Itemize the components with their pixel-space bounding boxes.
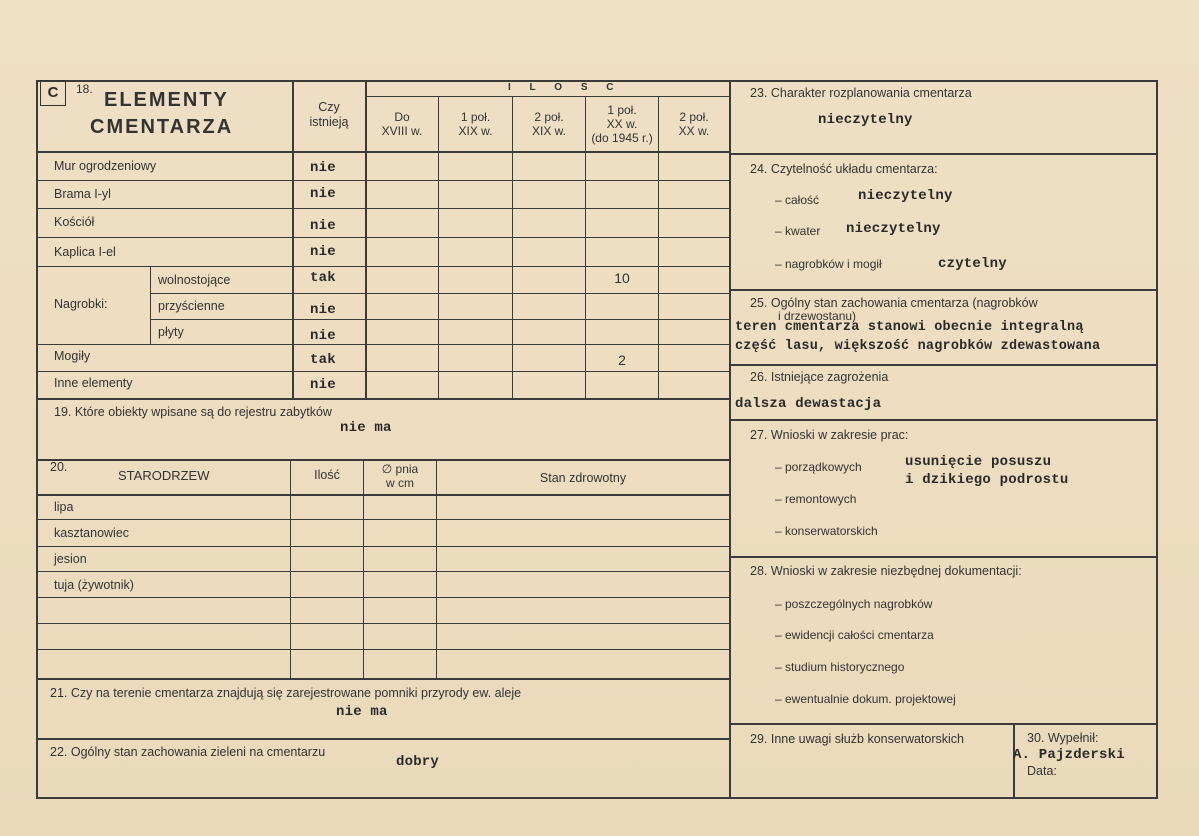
ilosc-drzew-header: Ilość [314,468,340,482]
section-25-line-2: część lasu, większość nagrobków zdewastowana [735,339,1101,354]
pnia-header: ∅ pnia w cm [381,462,419,490]
section-26-label: 26. Istniejące zagrożenia [750,370,889,384]
section-25-label-2: i drzewostanu) [778,309,857,323]
section-28-studium: – studium historycznego [775,660,905,674]
section-24-kwater-value: nieczytelny [846,221,941,237]
section-28-projektowej: – ewentualnie dokum. projektowej [775,692,956,706]
section-25-line-1: teren cmentarza stanowi obecnie integralną [735,320,1084,335]
czy-istnieja-header: Czy istnieją [309,100,349,129]
section-27-remontowych: – remontowych [775,492,857,506]
section-18-number: 18. [76,82,93,96]
section-23-label: 23. Charakter rozplanowania cmentarza [750,86,972,100]
section-19-value: nie ma [340,420,392,436]
row-label-przyscienne: przyścienne [158,299,225,313]
col-1-pol-xx: 1 poł. XX w. (do 1945 r.) [591,103,653,145]
tree-row-lipa: lipa [54,500,74,514]
section-21-label: 21. Czy na terenie cmentarza znajdują się zarejestrowane pomniki przyrody ew. aleje [50,686,522,700]
stan-zdrowotny-header: Stan zdrowotny [539,471,627,485]
value-mogily: tak [310,352,336,368]
row-label-mogily: Mogiły [54,349,91,363]
ilosc-header: I L O Ś C [508,82,622,93]
row-label-brama: Brama I-yl [54,187,111,201]
section-letter-box [40,80,66,106]
count-wolnostojace: 10 [614,270,630,286]
value-przyscienne: nie [310,302,336,318]
section-20-number: 20. [50,460,68,474]
title-line-1: ELEMENTY [104,89,229,111]
section-28-label: 28. Wnioski w zakresie niezbędnej dokumentacji: [750,564,1022,578]
value-kaplica: nie [310,244,336,260]
section-22-value: dobry [396,754,440,770]
section-21-value: nie ma [336,704,388,720]
row-label-kosciol: Kościół [54,215,95,229]
section-24-calosc-label: – całość [775,193,820,207]
section-24-nagrobkow-label: – nagrobków i mogił [775,257,882,271]
section-25-label-1: 25. Ogólny stan zachowania cmentarza (nagrobków [750,296,1038,310]
section-27-porzadkowych: – porządkowych [775,460,862,474]
section-27-label: 27. Wnioski w zakresie prac: [750,428,909,442]
section-23-value: nieczytelny [818,112,913,128]
row-label-nagrobki: Nagrobki: [54,297,108,311]
section-19-label: 19. Które obiekty wpisane są do rejestru zabytków [54,405,332,419]
section-24-nagrobkow-value: czytelny [938,256,1007,272]
section-24-calosc-value: nieczytelny [858,188,953,204]
value-wolnostojace: tak [310,270,336,286]
row-label-wolnostojace: wolnostojące [158,273,231,287]
title-line-2: CMENTARZA [90,116,234,138]
col-1-pol-xix: 1 poł. XIX w. [458,110,493,138]
section-22-label: 22. Ogólny stan zachowania zieleni na cmentarzu [50,745,326,759]
value-kosciol: nie [310,218,336,234]
section-28-ewidencji: – ewidencji całości cmentarza [775,628,934,642]
section-30-value: A. Pajzderski [1013,747,1125,763]
section-27-value-1: usunięcie posuszu [905,454,1052,470]
col-do-xviii: Do XVIII w. [381,110,423,138]
section-30-label: 30. Wypełnił: [1027,731,1099,745]
tree-row-jesion: jesion [54,552,87,566]
row-label-plyty: płyty [158,325,184,339]
col-2-pol-xx: 2 poł. XX w. [678,110,710,138]
value-brama: nie [310,186,336,202]
value-mur: nie [310,160,336,176]
value-plyty: nie [310,328,336,344]
section-27-konserwatorskich: – konserwatorskich [775,524,878,538]
row-label-kaplica: Kaplica I-el [54,245,116,259]
row-label-mur: Mur ogrodzeniowy [54,159,157,173]
section-29-label: 29. Inne uwagi służb konserwatorskich [750,732,965,746]
section-24-label: 24. Czytelność układu cmentarza: [750,162,938,176]
tree-row-tuja: tuja (żywotnik) [54,578,134,592]
section-24-kwater-label: – kwater [775,224,821,238]
section-letter: C [47,84,59,101]
value-inne: nie [310,377,336,393]
section-26-value: dalsza dewastacja [735,396,882,412]
tree-row-kasztanowiec: kasztanowiec [54,526,130,540]
section-27-value-2: i dzikiego podrostu [905,472,1069,488]
starodrzew-header: STARODRZEW [118,468,210,483]
col-2-pol-xix: 2 poł. XIX w. [531,110,566,138]
section-28-nagrobkow: – poszczególnych nagrobków [775,597,933,611]
count-mogily: 2 [618,352,626,368]
section-30-data: Data: [1027,764,1057,778]
row-label-inne: Inne elementy [54,376,133,390]
